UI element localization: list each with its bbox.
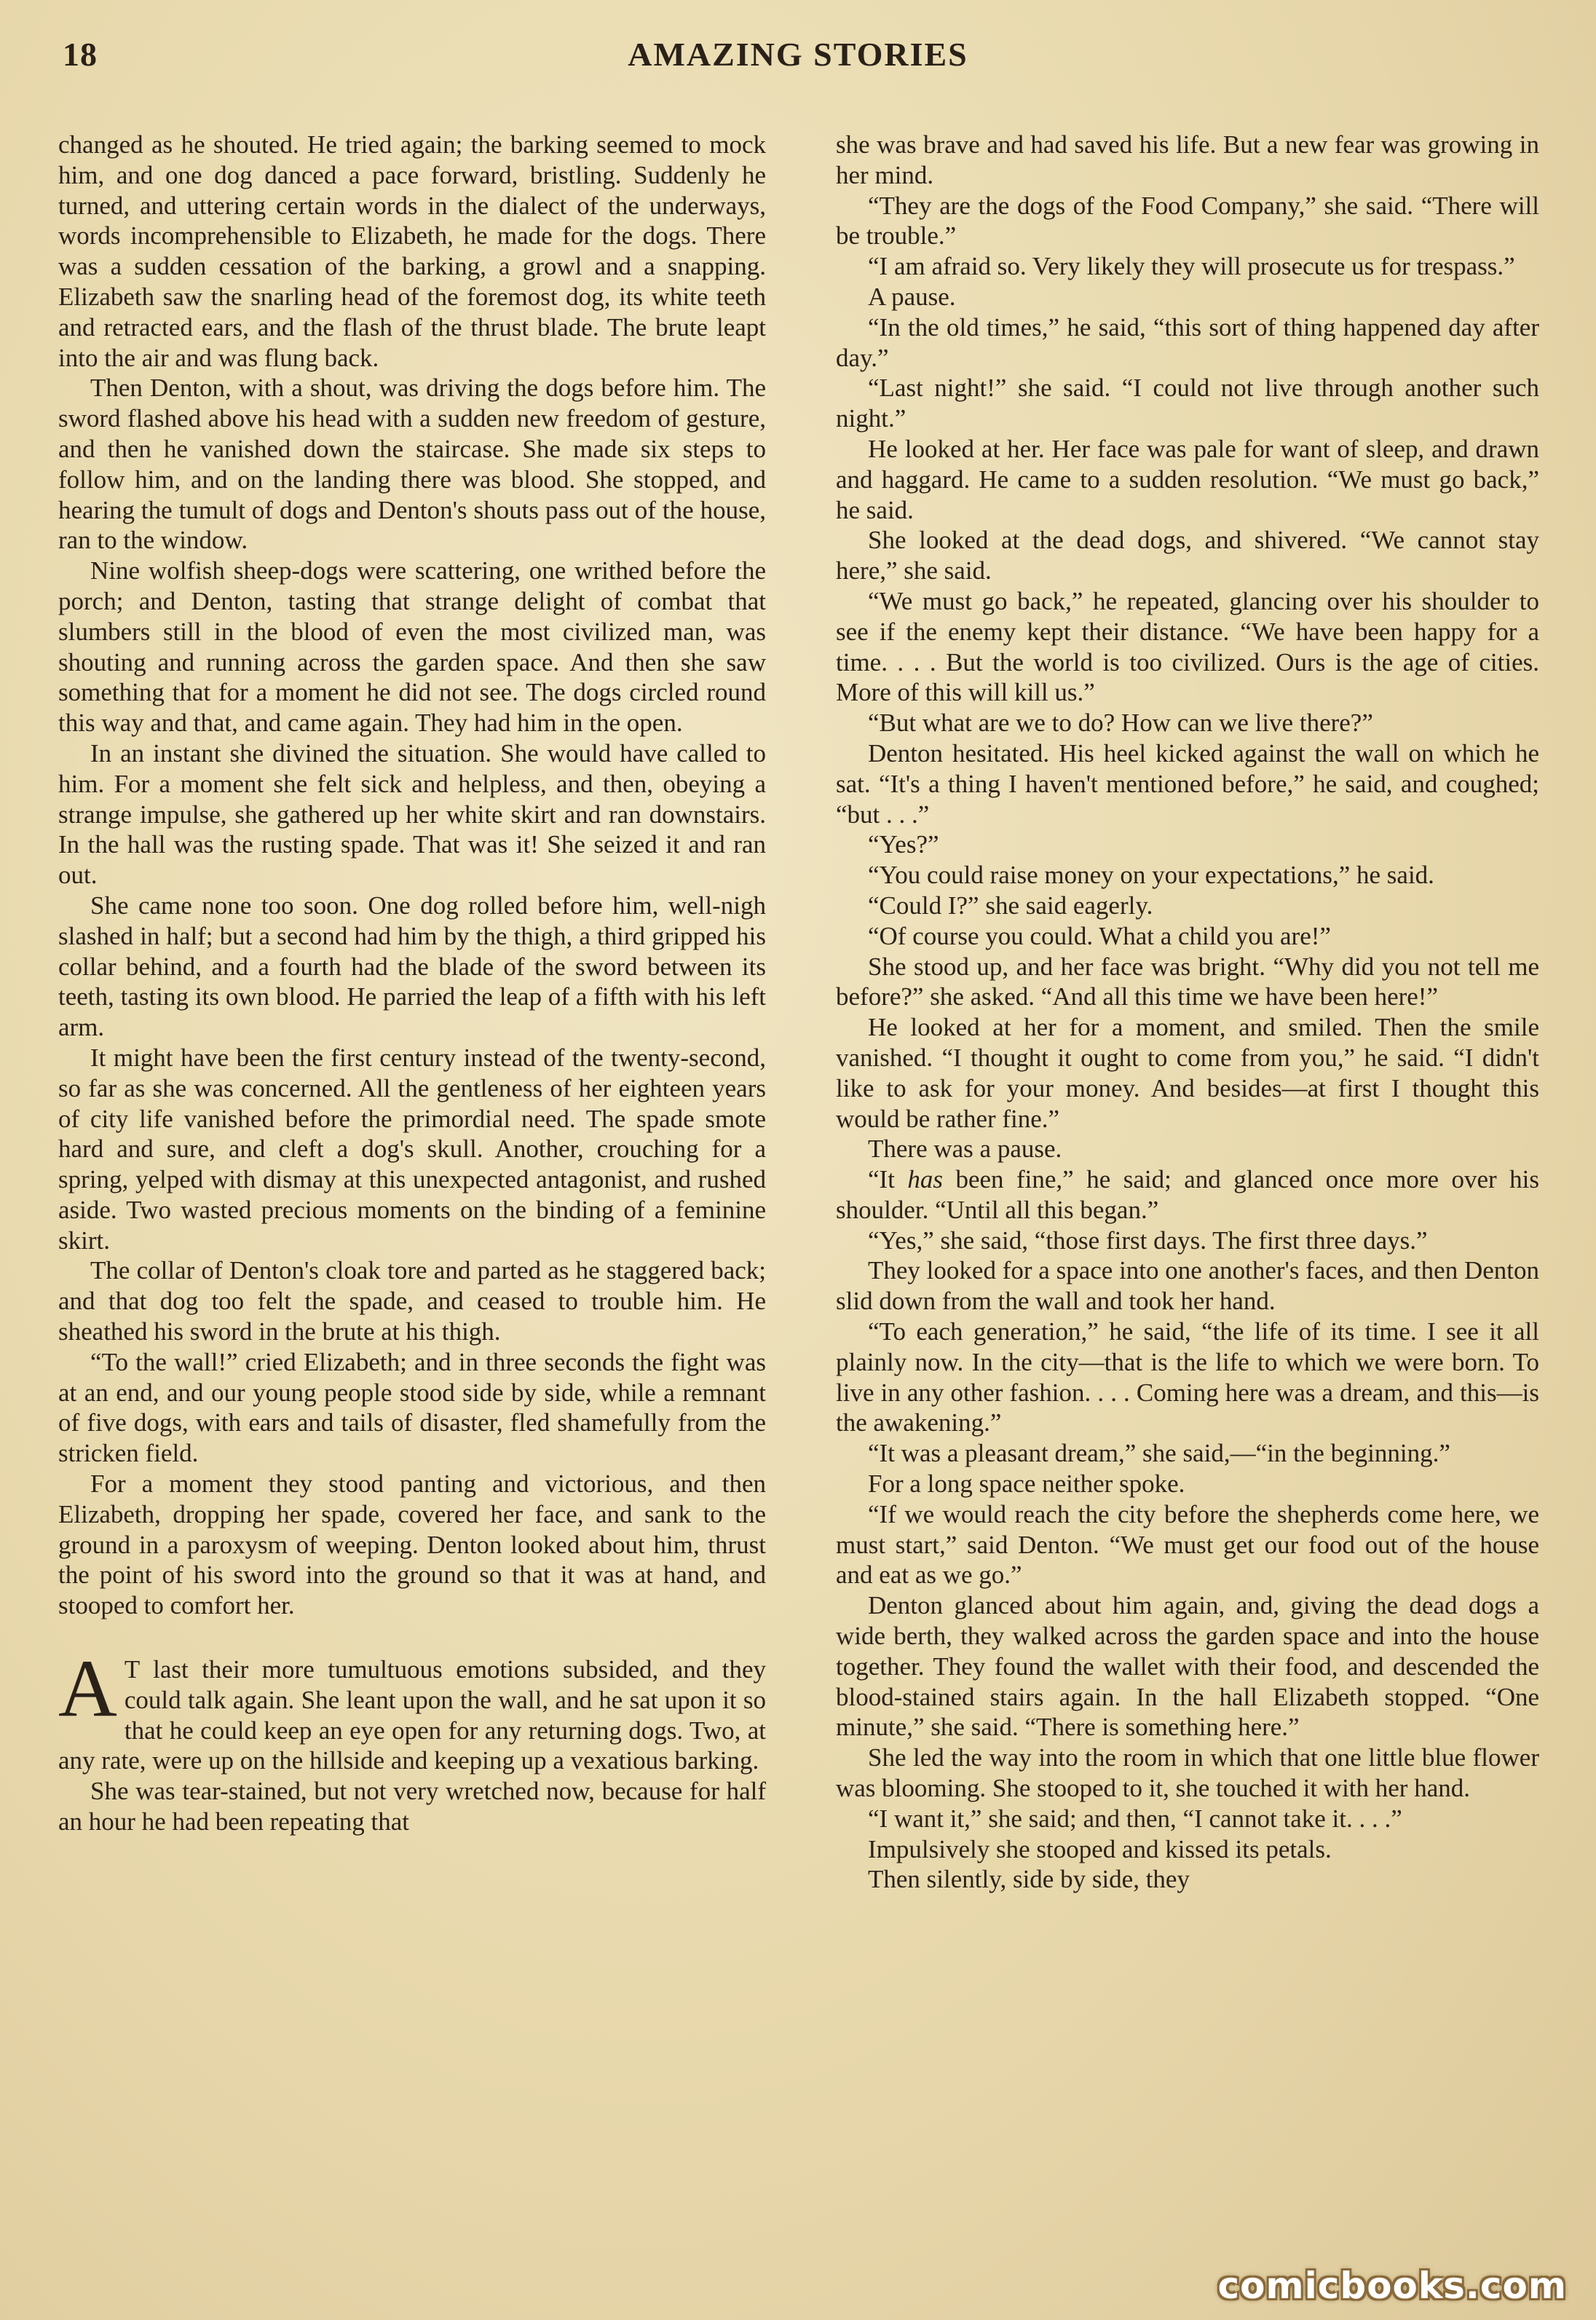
paragraph: “Yes,” she said, “those first days. The first three days.”: [868, 1226, 1428, 1255]
paragraph: He looked at her for a moment, and smiled. Then the smile vanished. “I thought it ought to come from you,” he said. “I didn't like to ask for your money. And besides—at first I thought this would be rather fine.”: [836, 1013, 1539, 1133]
paragraph: She stood up, and her face was bright. “Why did you not tell me before?” she asked. “And all this time we have been here!”: [836, 952, 1539, 1011]
section-first-paragraph: [58, 1644, 766, 1776]
paragraph: She came none too soon. One dog rolled before him, well-nigh slashed in half; but a second had him by the thigh, a third gripped his collar behind, and a fourth had the blade of the sword between its teeth, tasting its own blood. He parried the leap of a fifth with his left arm.: [58, 891, 766, 1042]
page-number: 18: [63, 36, 98, 73]
paragraph: “We must go back,” he repeated, glancing over his shoulder to see if the enemy kept their distance. “We have been happy for a time. . . . But the world is too civilized. Ours is the age of cities. More of this will kill us.”: [836, 586, 1539, 707]
paragraph: Nine wolfish sheep-dogs were scattering, one writhed before the porch; and Denton, tasting that strange delight of combat that slumbers still in the blood of even the most civilized man, was shouting and running across the garden space. And then she saw something that for a moment he did not see. The dogs circled round this way and that, and came again. They had him in the open.: [58, 556, 766, 738]
paragraph: Denton hesitated. His heel kicked against the wall on which he sat. “It's a thing I haven't mentioned before,” he said, and coughed; “but . . .”: [836, 738, 1539, 829]
paragraph: “In the old times,” he said, “this sort of thing happened day after day.”: [836, 312, 1539, 372]
paragraph: “To the wall!” cried Elizabeth; and in three seconds the fight was at an end, and our young people stood side by side, while a remnant of five dogs, with ears and tails of disaster, fled shamefully from the stricken field.: [58, 1347, 766, 1468]
paragraph: “To each generation,” he said, “the life of its time. I see it all plainly now. In the city—that is the life to which we were born. To live in any other fashion. . . . Coming here was a dream, and this—is the awakening.”: [836, 1317, 1539, 1437]
paragraph: “It was a pleasant dream,” she said,—“in the beginning.”: [868, 1439, 1450, 1468]
drop-cap: A: [58, 1644, 117, 1735]
paragraph: Then silently, side by side, they: [868, 1865, 1190, 1894]
paragraph: “Yes?”: [868, 830, 939, 859]
paragraph-text: “It: [868, 1165, 908, 1194]
paragraph: A pause.: [868, 282, 956, 311]
paragraph: She led the way into the room in which that one little blue flower was blooming. She stooped to it, she touched it with her hand.: [836, 1743, 1539, 1803]
paragraph: “But what are we to do? How can we live there?”: [868, 709, 1373, 738]
paragraph: They looked for a space into one another's faces, and then Denton slid down from the wall and took her hand.: [836, 1256, 1539, 1316]
paragraph: In an instant she divined the situation. She would have called to him. For a moment she felt sick and helpless, and then, obeying a strange impulse, she gathered up her white skirt and ran downstairs. In the hall was the rusting spade. That was it! She seized it and ran out.: [58, 738, 766, 890]
paragraph-text: been fine,” he said; and glanced once more over his shoulder. “Until all this began.”: [836, 1165, 1539, 1224]
right-column: [836, 130, 1539, 1895]
paragraph: she was brave and had saved his life. But a new fear was growing in her mind.: [836, 130, 1539, 189]
paragraph: Denton glanced about him again, and, giving the dead dogs a wide berth, they walked across the garden space and into the house together. They found the wallet with their food, and descended the blood-stained stairs again. In the hall Elizabeth stopped. “One minute,” she said. “There is something here.”: [836, 1591, 1539, 1742]
paragraph: She was tear-stained, but not very wretched now, because for half an hour he had been repeating that: [58, 1777, 766, 1836]
paragraph-it-has-been-fine: [836, 1164, 1539, 1226]
paragraph: There was a pause.: [868, 1135, 1062, 1164]
paragraph: Impulsively she stooped and kissed its petals.: [868, 1834, 1332, 1863]
paragraph: “Last night!” she said. “I could not live through another such night.”: [836, 374, 1539, 433]
paragraph: “Could I?” she said eagerly.: [868, 891, 1153, 920]
paragraph: For a moment they stood panting and victorious, and then Elizabeth, dropping her spade, covered her face, and sank to the ground in a paroxysm of weeping. Denton looked about him, thrust the point of his sword into the ground so that it was at hand, and stooped to comfort her.: [58, 1469, 766, 1620]
watermark: comicbooks.com: [1217, 2265, 1567, 2307]
paragraph: “You could raise money on your expectations,” he said.: [868, 861, 1434, 890]
paragraph: For a long space neither spoke.: [868, 1469, 1185, 1499]
paragraph: The collar of Denton's cloak tore and parted as he staggered back; and that dog too felt the spade, and ceased to trouble him. He sheathed his sword in the brute at his thigh.: [58, 1256, 766, 1346]
section-first-paragraph-text: T last their more tumultuous emotions subsided, and they could talk again. She leant upon the wall, and he sat upon it so that he could keep an eye open for any returning dogs. Two, at any rate, were up on the hillside and keeping up a vexatious barking.: [58, 1655, 766, 1775]
magazine-title: AMAZING STORIES: [628, 36, 968, 73]
paragraph: “They are the dogs of the Food Company,” she said. “There will be trouble.”: [836, 191, 1539, 250]
italic-word: has: [907, 1165, 944, 1194]
paragraph: changed as he shouted. He tried again; the barking seemed to mock him, and one dog danced a pace forward, bristling. Suddenly he turned, and uttering certain words in the dialect of the underways, words incomprehensible to Elizabeth, he made for the dogs. There was a sudden cessation of the barking, a growl and a snapping. Elizabeth saw the snarling head of the foremost dog, its white teeth and retracted ears, and the flash of the thrust blade. The brute leapt into the air and was flung back.: [58, 130, 766, 372]
paragraph: Then Denton, with a shout, was driving the dogs before him. The sword flashed above his head with a sudden new freedom of gesture, and then he vanished down the staircase. She made six steps to follow him, and on the landing there was blood. She stopped, and hearing the tumult of dogs and Denton's shouts pass out of the house, ran to the window.: [58, 374, 766, 555]
paragraph: “I want it,” she said; and then, “I cannot take it. . . .”: [868, 1804, 1402, 1833]
paragraph: “I am afraid so. Very likely they will prosecute us for trespass.”: [868, 252, 1515, 281]
page-header: [58, 35, 1538, 86]
paragraph: He looked at her. Her face was pale for want of sleep, and drawn and haggard. He came to a sudden resolution. “We must go back,” he said.: [836, 434, 1539, 524]
paragraph: She looked at the dead dogs, and shivered. “We cannot stay here,” she said.: [836, 526, 1539, 585]
paragraph: “If we would reach the city before the shepherds come here, we must start,” said Denton. “We must get our food out of the house and eat as we go.”: [836, 1499, 1539, 1590]
paragraph: “Of course you could. What a child you are!”: [868, 921, 1331, 950]
paragraph: It might have been the first century instead of the twenty-second, so far as she was concerned. All the gentleness of her eighteen years of city life vanished before the primordial need. The spade smote hard and sure, and cleft a dog's skull. Another, crouching for a spring, yelped with dismay at this unexpected antagonist, and rushed aside. Two wasted precious moments on the binding of a feminine skirt.: [58, 1043, 766, 1255]
left-column: [58, 130, 766, 1837]
